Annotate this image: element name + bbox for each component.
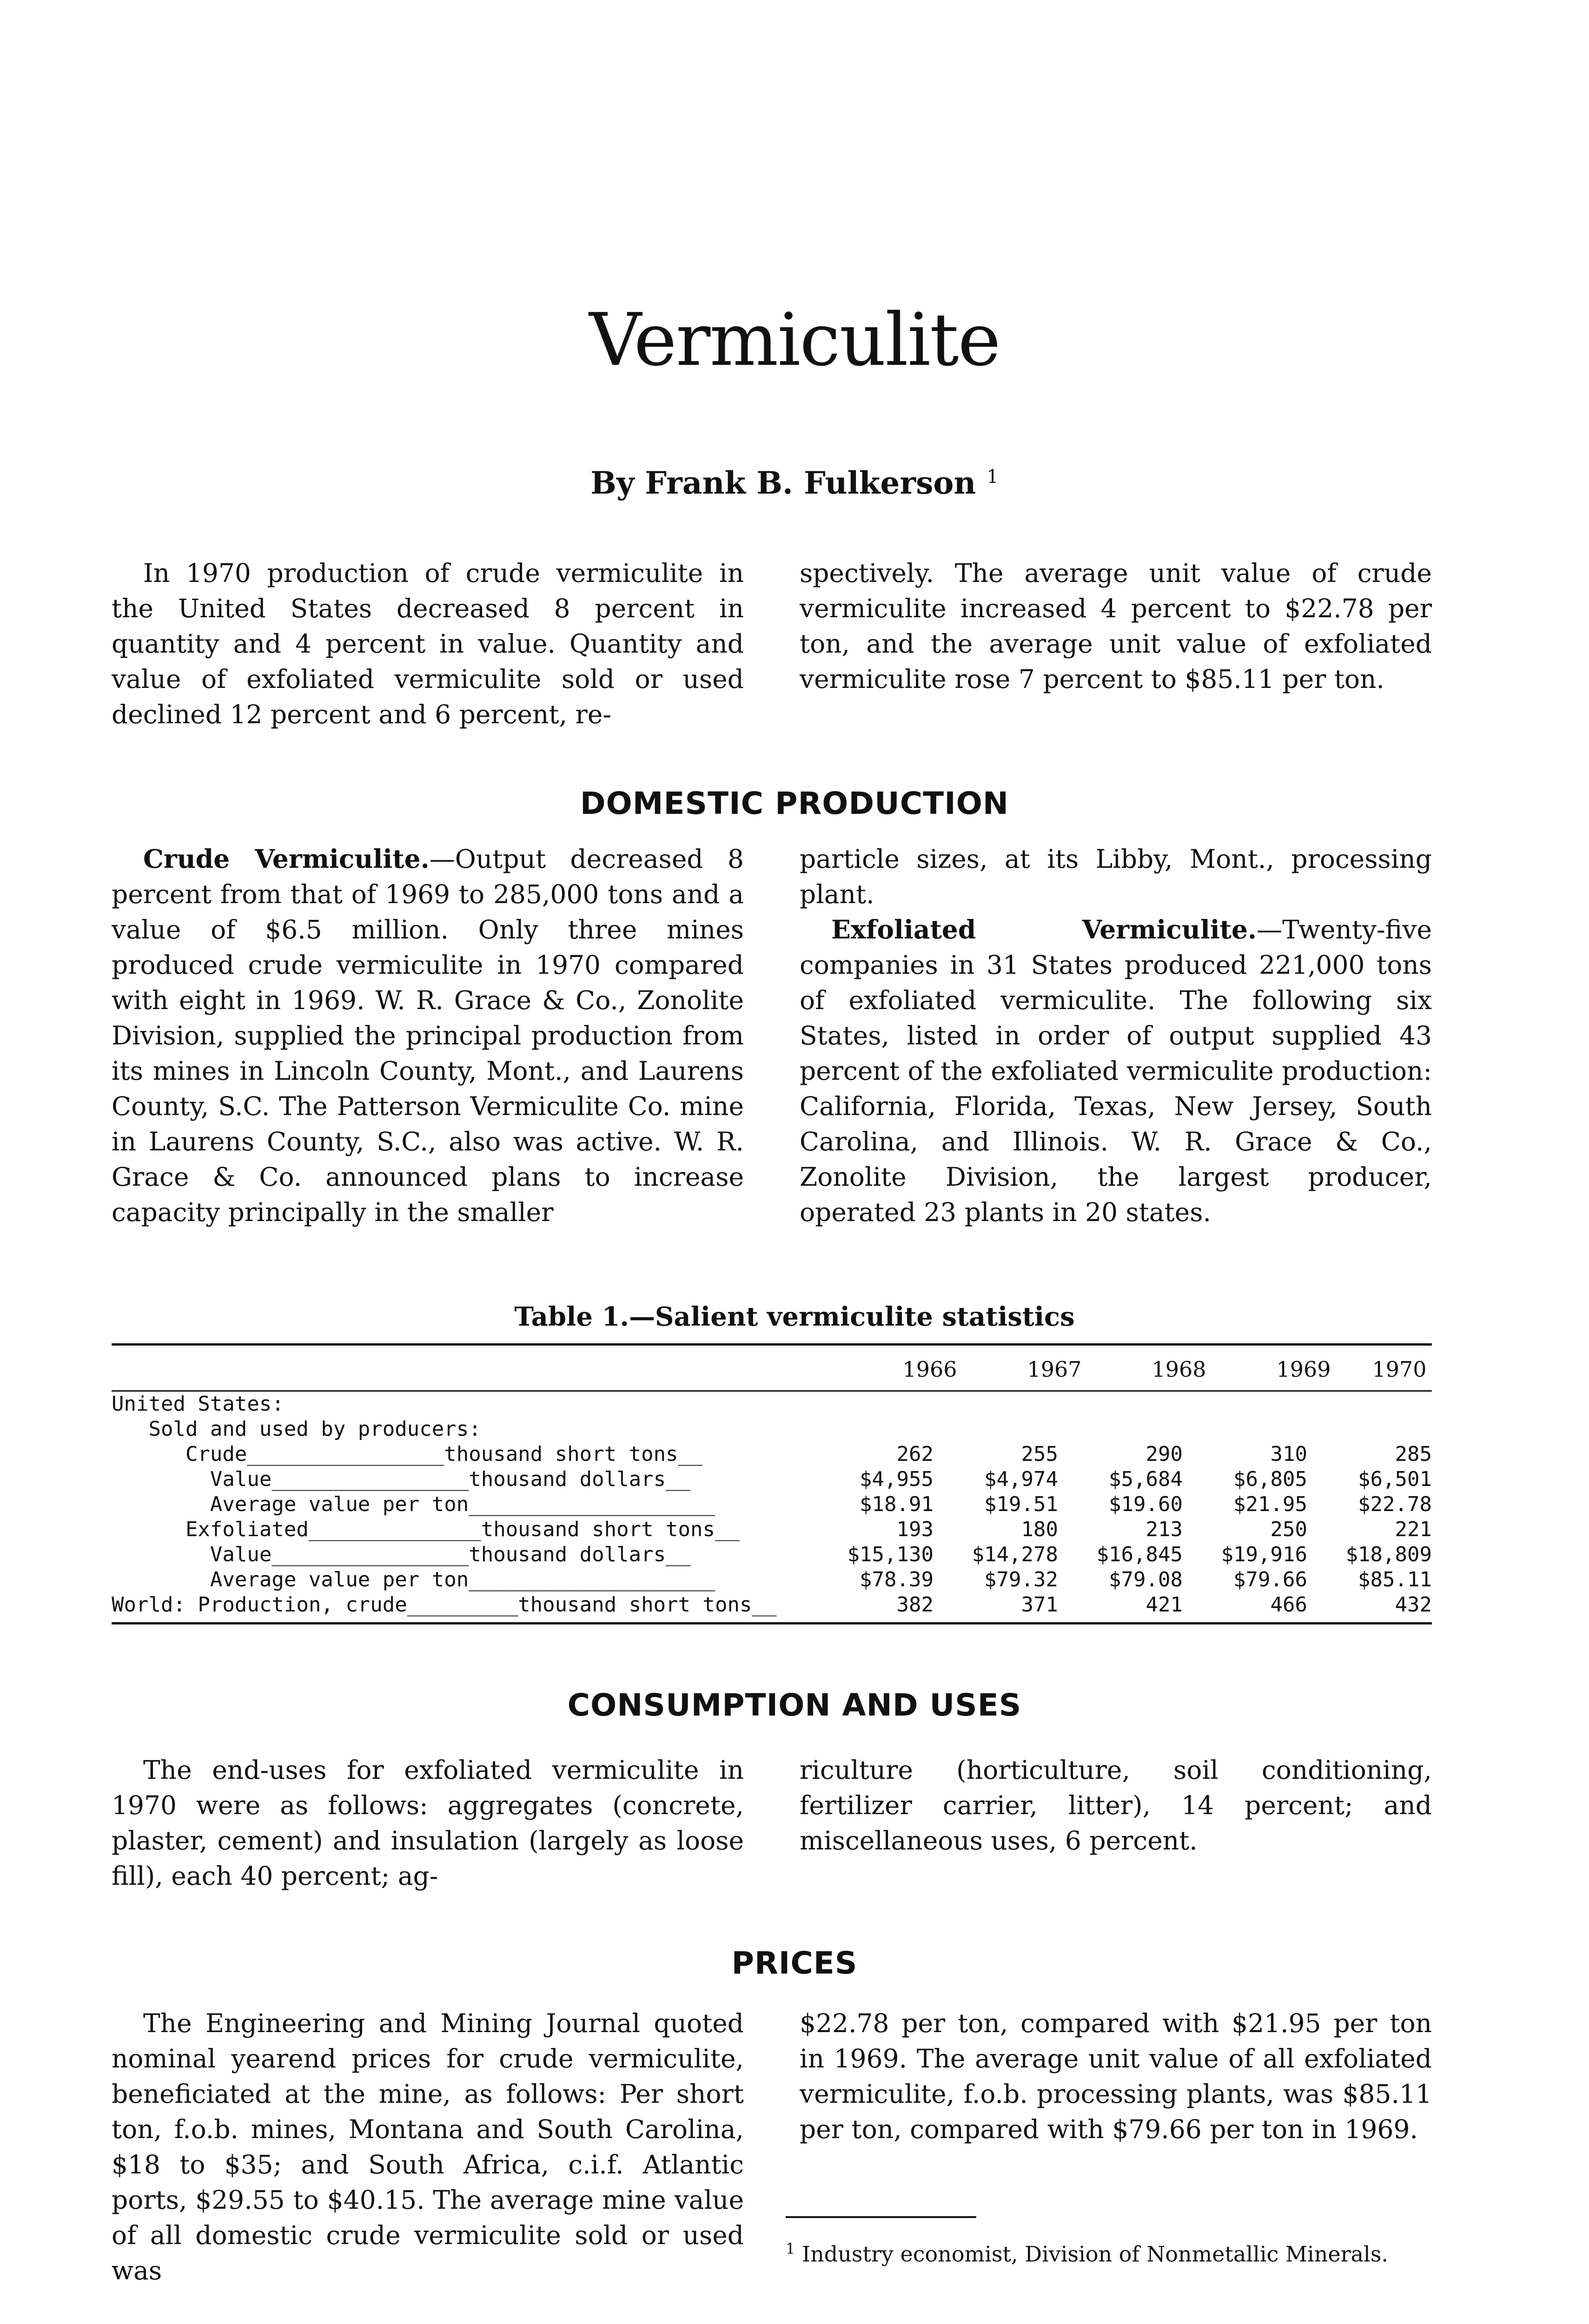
crude-vermiculite-lead: Crude Vermiculite.	[143, 844, 430, 874]
row-label: Exfoliated______________thousand short tons__	[112, 1518, 740, 1541]
cell-value: $79.66	[1233, 1568, 1307, 1591]
row-label: United States:	[112, 1392, 284, 1416]
row-label: Value________________thousand dollars__	[112, 1467, 691, 1491]
cell-value: $19.60	[1109, 1492, 1183, 1516]
row-label: Average value per ton____________________	[112, 1492, 715, 1516]
exfoliated-vermiculite-paragraph	[800, 912, 1432, 1230]
prices-paragraph-right: $22.78 per ton, compared with $21.95 per ton in 1969. The average unit value of all exfoliated vermiculite, f.o.b. processing plants, was $85.11 per ton, compared with $79.66 per ton in 1969.	[800, 2008, 1432, 2144]
cell-value: 466	[1270, 1593, 1307, 1617]
cell-value: $16,845	[1096, 1543, 1183, 1566]
intro-right-column	[800, 555, 1432, 732]
cell-value: $85.11	[1358, 1568, 1432, 1591]
cell-value	[1058, 1417, 1183, 1442]
cell-value: 371	[1021, 1593, 1058, 1617]
table-row	[112, 1517, 1432, 1542]
table-bottom-rule	[112, 1622, 1432, 1624]
row-label: World: Production, crude_________thousand short tons__	[112, 1593, 777, 1617]
exfoliated-vermiculite-text: —Twenty-five companies in 31 States produced 221,000 tons of exfoliated vermiculite. The following six States, listed in order of output supplied 43 percent of the exfoliated vermiculite production: California, Florida, Texas, New Jersey, South Carolina, and Illinois. W. R. Grace & Co., Zonolite Division, the largest producer, operated 23 plants in 20 states.	[800, 915, 1432, 1227]
consumption-section	[112, 1752, 1432, 1894]
table-row	[112, 1567, 1432, 1592]
cell-value: $21.95	[1233, 1492, 1307, 1516]
year-header: 1968	[1152, 1357, 1206, 1382]
footnote-text: Industry economist, Division of Nonmetallic Minerals.	[801, 2241, 1388, 2267]
byline	[0, 465, 1589, 501]
cell-value: $15,130	[847, 1543, 934, 1566]
cell-value	[1307, 1392, 1432, 1417]
cell-value: $19.51	[984, 1492, 1058, 1516]
cell-value: $6,501	[1358, 1467, 1432, 1491]
table-caption	[0, 1301, 1589, 1332]
intro-section	[112, 555, 1432, 732]
cell-value: $22.78	[1358, 1492, 1432, 1516]
cell-value: 221	[1395, 1518, 1432, 1541]
cell-value: 290	[1145, 1442, 1183, 1466]
year-header: 1970	[1372, 1357, 1427, 1382]
cell-value: $18.91	[860, 1492, 934, 1516]
prices-heading: PRICES	[731, 1945, 858, 1981]
row-label: Crude________________thousand short tons__	[112, 1442, 703, 1466]
consumption-paragraph-left: The end-uses for exfoliated vermiculite in 1970 were as follows: aggregates (concrete, plaster, cement) and insulation (largely as loose fill), each 40 percent; ag-	[112, 1755, 744, 1891]
year-header: 1969	[1276, 1357, 1331, 1382]
footnote	[786, 2236, 1432, 2267]
cell-value	[1183, 1392, 1307, 1417]
cell-value	[1058, 1392, 1183, 1417]
cell-value: 180	[1021, 1518, 1058, 1541]
salient-statistics-table	[112, 1343, 1432, 1624]
cell-value: $78.39	[860, 1568, 934, 1591]
table-caption-prefix: Table 1.	[514, 1301, 629, 1332]
author: By Frank B. Fulkerson	[590, 465, 976, 501]
intro-paragraph-left: In 1970 production of crude vermiculite in the United States decreased 8 percent in quantity and 4 percent in value. Quantity and value of exfoliated vermiculite sold or used declined 12 percent and 6 percent, re-	[112, 558, 744, 729]
cell-value	[934, 1392, 1058, 1417]
consumption-paragraph-right: riculture (horticulture, soil conditioning, fertilizer carrier, litter), 14 percent; and miscellaneous uses, 6 percent.	[800, 1755, 1432, 1855]
cell-value: $79.08	[1109, 1568, 1183, 1591]
domestic-right-column	[800, 841, 1432, 1230]
table-row	[112, 1442, 1432, 1467]
consumption-right-column	[800, 1752, 1432, 1894]
cell-value: $19,916	[1221, 1543, 1307, 1566]
cell-value: $14,278	[972, 1543, 1058, 1566]
row-label: Value________________thousand dollars__	[112, 1543, 691, 1566]
prices-left-column	[112, 2006, 744, 2288]
crude-vermiculite-text: —Output decreased 8 percent from that of 1969 to 285,000 tons and a value of $6.5 million. Only three mines produced crude vermiculite in 1970 compared with eight in 1969. W. R. Grace & Co., Zonolite Division, supplied the principal production from its mines in Lincoln County, Mont., and Laurens County, S.C. The Patterson Vermiculite Co. mine in Laurens County, S.C., also was active. W. R. Grace & Co. announced plans to increase capacity principally in the smaller	[112, 844, 744, 1227]
footnote-number: 1	[786, 2240, 795, 2258]
footnote-mark: 1	[987, 466, 999, 488]
intro-left-column	[112, 555, 744, 732]
page-title: Vermiculite	[589, 297, 1000, 382]
cell-value: 285	[1395, 1442, 1432, 1466]
domestic-section	[112, 841, 1432, 1230]
cell-value: $6,805	[1233, 1467, 1307, 1491]
year-header: 1966	[902, 1357, 957, 1382]
table-row	[112, 1392, 1432, 1417]
cell-value: 250	[1270, 1518, 1307, 1541]
intro-paragraph-right: spectively. The average unit value of crude vermiculite increased 4 percent to $22.78 per ton, and the average unit value of exfoliated vermiculite rose 7 percent to $85.11 per ton.	[800, 558, 1432, 694]
cell-value: 382	[896, 1593, 934, 1617]
year-header: 1967	[1027, 1357, 1082, 1382]
cell-value: $4,955	[860, 1467, 934, 1491]
domestic-left-column	[112, 841, 744, 1230]
cell-value	[934, 1417, 1058, 1442]
prices-paragraph-left: The Engineering and Mining Journal quoted nominal yearend prices for crude vermiculite, beneficiated at the mine, as follows: Per short ton, f.o.b. mines, Montana and South Carolina, $18 to $35; and South Africa, c.i.f. Atlantic ports, $29.55 to $40.15. The average mine value of all domestic crude vermiculite sold or used was	[112, 2008, 744, 2285]
cell-value	[809, 1417, 934, 1442]
crude-vermiculite-paragraph	[112, 841, 744, 1230]
cell-value	[1307, 1417, 1432, 1442]
table-body	[112, 1392, 1432, 1618]
cell-value: $5,684	[1109, 1467, 1183, 1491]
cell-value: 310	[1270, 1442, 1307, 1466]
cell-value: $18,809	[1345, 1543, 1432, 1566]
domestic-continuation: particle sizes, at its Libby, Mont., processing plant.	[800, 844, 1432, 909]
table-row	[112, 1542, 1432, 1567]
cell-value: 213	[1145, 1518, 1183, 1541]
cell-value	[809, 1392, 934, 1417]
cell-value: 432	[1395, 1593, 1432, 1617]
row-label: Average value per ton____________________	[112, 1568, 715, 1591]
exfoliated-vermiculite-lead: Exfoliated Vermiculite.	[831, 914, 1257, 944]
cell-value	[1183, 1417, 1307, 1442]
row-label: Sold and used by producers:	[112, 1417, 481, 1441]
table-header	[112, 1346, 1432, 1392]
table-row	[112, 1492, 1432, 1517]
cell-value: $79.32	[984, 1568, 1058, 1591]
cell-value: 193	[896, 1518, 934, 1541]
table-caption-title: —Salient vermiculite statistics	[629, 1301, 1075, 1332]
consumption-heading: CONSUMPTION AND USES	[567, 1687, 1022, 1723]
cell-value: $4,974	[984, 1467, 1058, 1491]
cell-value: 421	[1145, 1593, 1183, 1617]
footnote-rule	[786, 2216, 976, 2218]
table-row	[112, 1417, 1432, 1442]
cell-value: 255	[1021, 1442, 1058, 1466]
table-row	[112, 1592, 1432, 1618]
domestic-production-heading: DOMESTIC PRODUCTION	[580, 786, 1009, 821]
cell-value: 262	[896, 1442, 934, 1466]
table-row	[112, 1467, 1432, 1492]
consumption-left-column	[112, 1752, 744, 1894]
